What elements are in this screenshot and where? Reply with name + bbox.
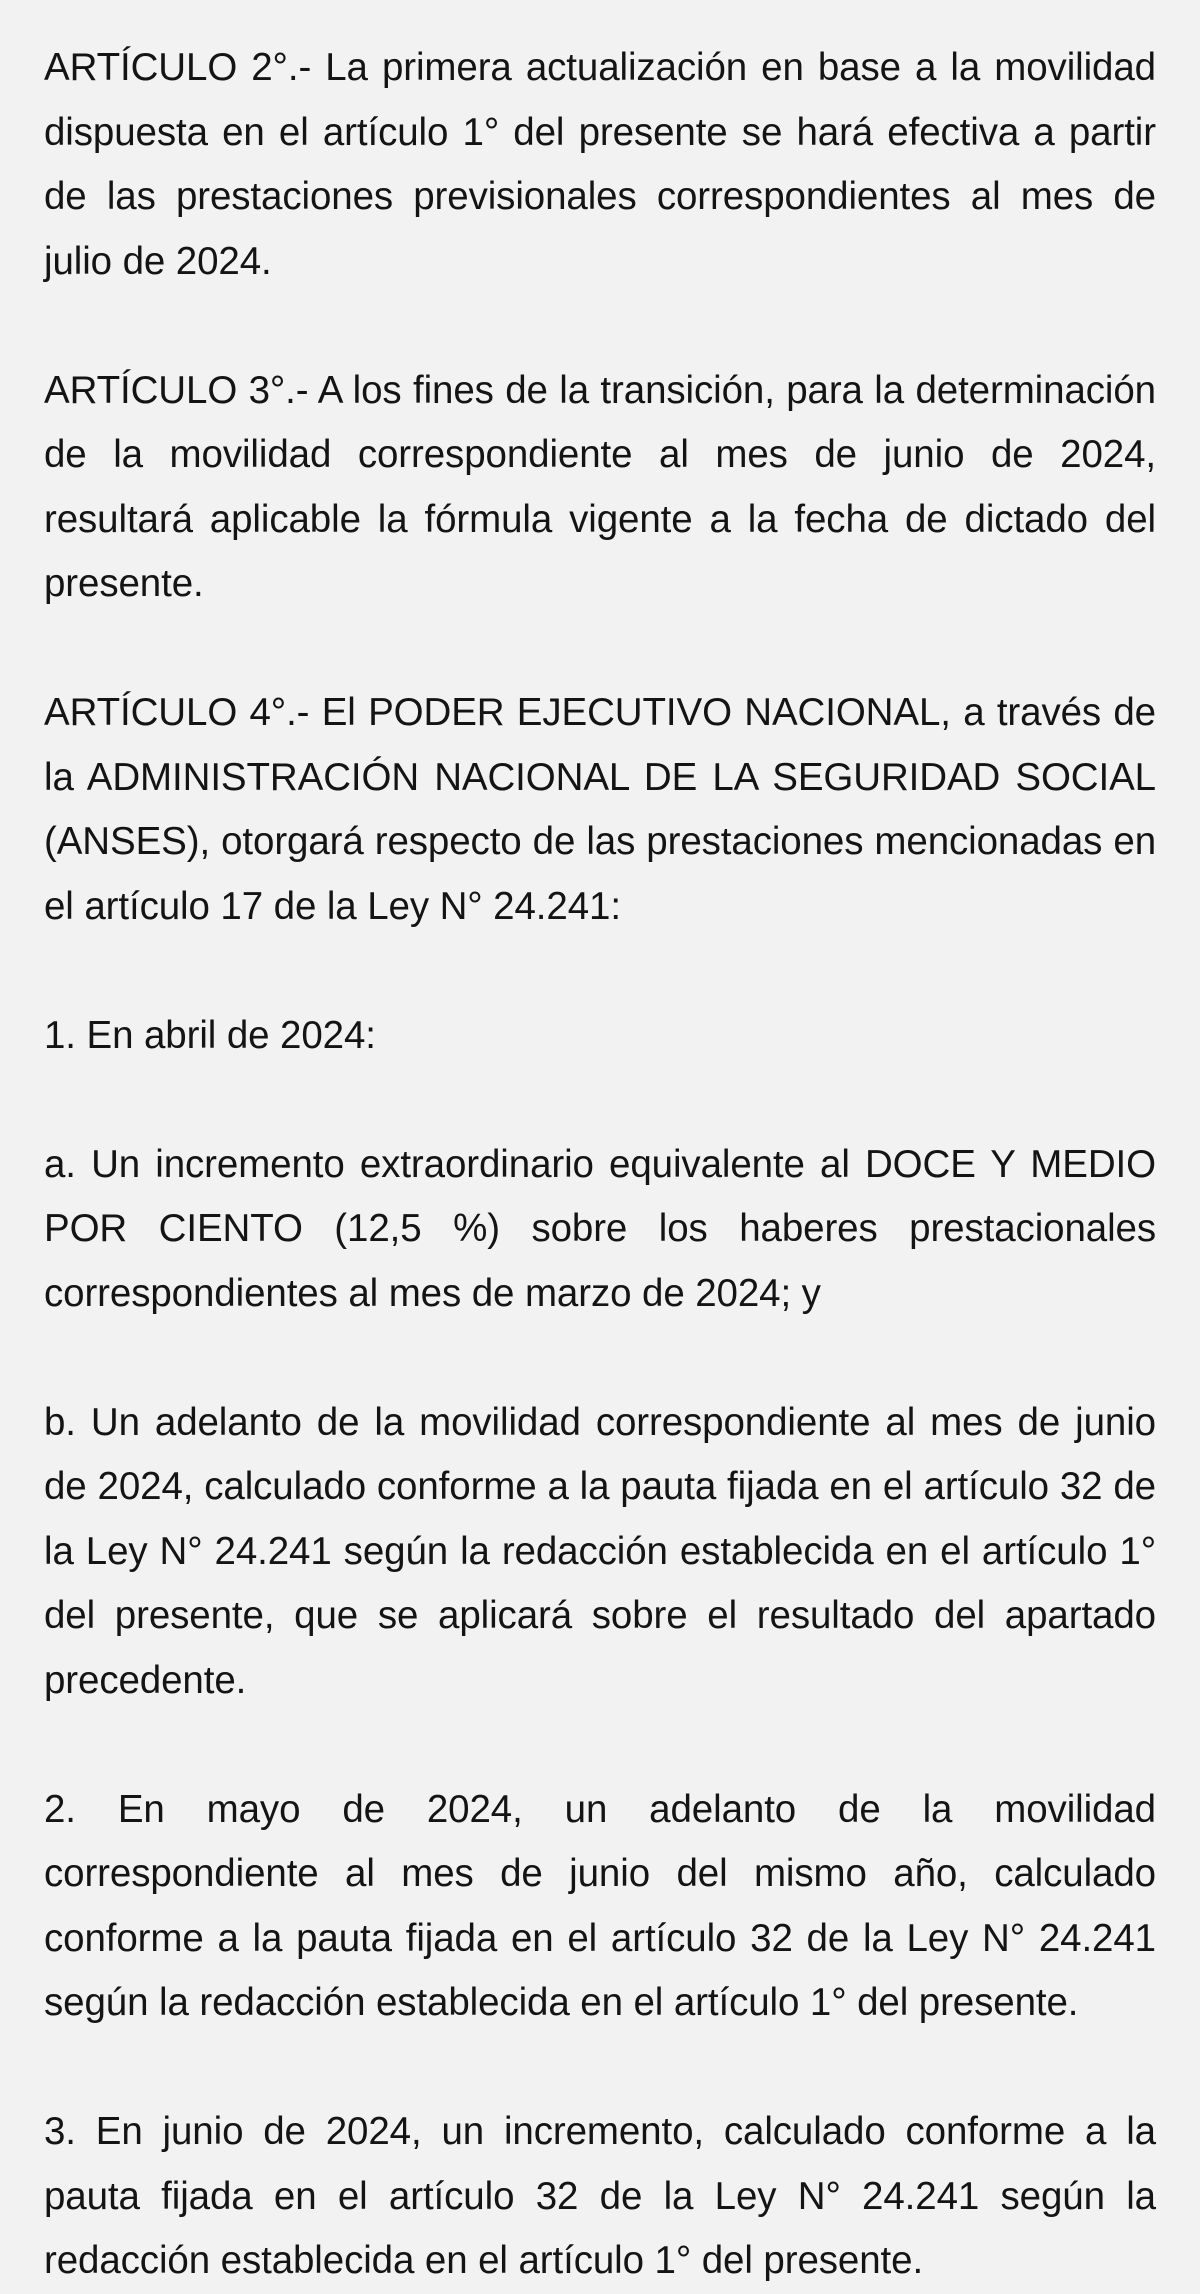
paragraph-spacer (44, 1326, 1156, 1391)
article-2-paragraph: ARTÍCULO 2°.- La primera actualización en base a la movilidad dispuesta en el artículo 1° del presente se hará efectiva a partir de las prestaciones previsionales correspondientes al mes de julio de 2024. (44, 46, 1156, 283)
item-3-paragraph: 3. En junio de 2024, un incremento, calculado conforme a la pauta fijada en el artículo 32 de la Ley N° 24.241 según la redacción establecida en el artículo 1° del presente. (44, 2110, 1156, 2282)
paragraph-spacer (44, 2036, 1156, 2101)
item-1b-paragraph: b. Un adelanto de la movilidad correspondiente al mes de junio de 2024, calculado conforme a la pauta fijada en el artículo 32 de la Ley N° 24.241 según la redacción establecida en el artículo 1° del presente, que se aplicará sobre el resultado del apartado precedente. (44, 1400, 1156, 1702)
paragraph-spacer (44, 939, 1156, 1004)
paragraph-spacer (44, 294, 1156, 359)
item-1-paragraph: 1. En abril de 2024: (44, 1013, 376, 1057)
item-1a-paragraph: a. Un incremento extraordinario equivalente al DOCE Y MEDIO POR CIENTO (12,5 %) sobre los haberes prestacionales correspondientes al mes de marzo de 2024; y (44, 1142, 1156, 1315)
item-2-paragraph: 2. En mayo de 2024, un adelanto de la movilidad correspondiente al mes de junio del mismo año, calculado conforme a la pauta fijada en el artículo 32 de la Ley N° 24.241 según la redacción establecida en el artículo 1° del presente. (44, 1787, 1156, 2024)
paragraph-spacer (44, 617, 1156, 682)
article-3-paragraph: ARTÍCULO 3°.- A los fines de la transición, para la determinación de la movilidad correspondiente al mes de junio de 2024, resultará aplicable la fórmula vigente a la fecha de dictado del presente. (44, 368, 1156, 605)
paragraph-spacer (44, 1713, 1156, 1778)
paragraph-spacer (44, 1068, 1156, 1133)
article-4-paragraph: ARTÍCULO 4°.- El PODER EJECUTIVO NACIONAL, a través de la ADMINISTRACIÓN NACIONAL DE LA SEGURIDAD SOCIAL (ANSES), otorgará respecto de las prestaciones mencionadas en el artículo 17 de la Ley N° 24.241: (44, 691, 1156, 928)
